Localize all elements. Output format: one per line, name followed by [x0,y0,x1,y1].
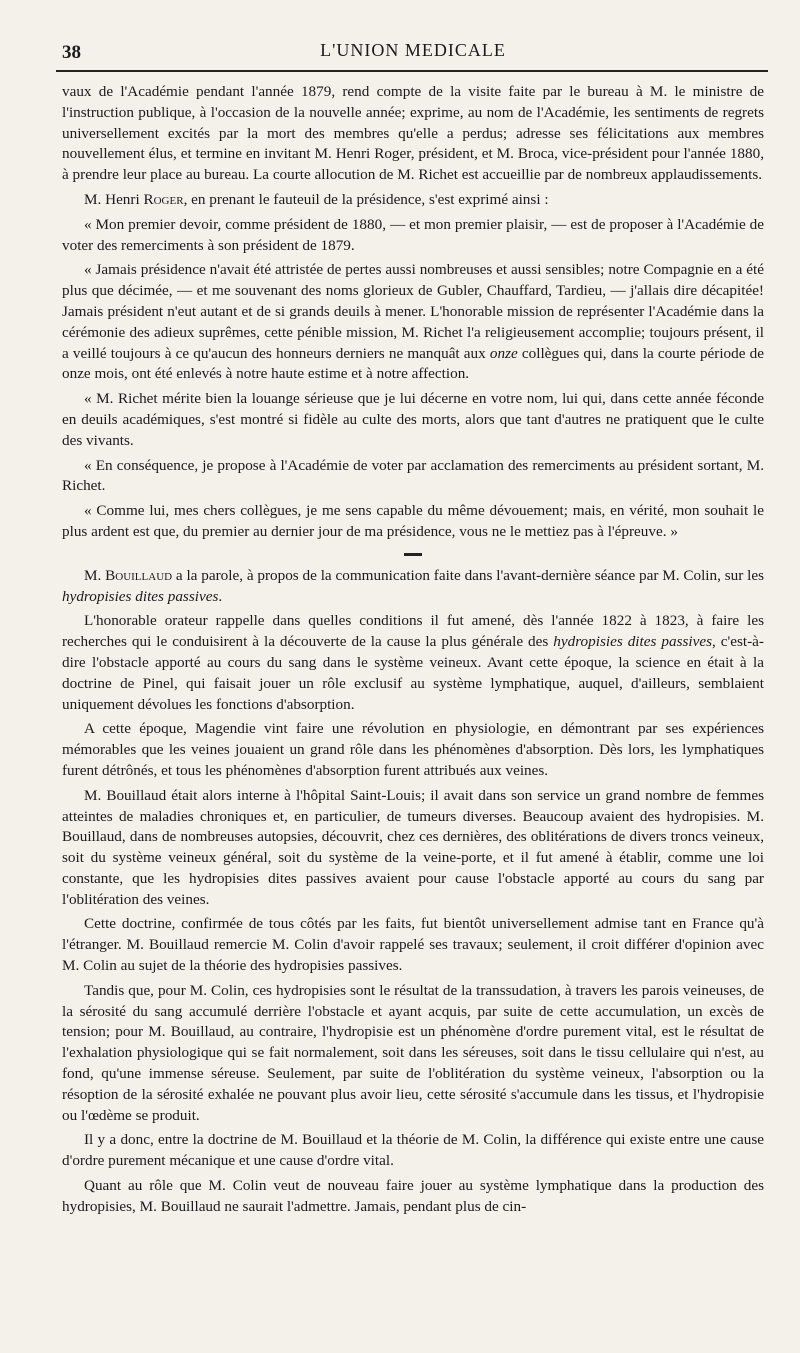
paragraph: Quant au rôle que M. Colin veut de nouveau faire jouer au système lymphatique dans la production des hydropisies, M. Bouillaud ne saurait l'admettre. Jamais, pendant plus de cin- [62,1177,764,1215]
paragraph: M. Bouillaud a la parole, à propos de la communication faite dans l'avant-dernière séance par M. Colin, sur les hydropisies dites passives. [62,566,764,605]
paragraph: « Mon premier devoir, comme président de 1880, — et mon premier plaisir, — est de proposer à l'Académie de voter des remerciments à son président de 1879. [62,215,764,254]
section-separator [404,553,422,556]
paragraph: A cette époque, Magendie vint faire une révolution en physiologie, en démontrant par ses expériences mémorables que les veines jouaient un grand rôle dans les phénomènes d'absorption. Dès lors, les lymphatiques furent détrônés, et tous les phénomènes d'absorption furent attribués aux veines. [62,720,764,779]
page-header [62,36,764,66]
paragraph: « Jamais présidence n'avait été attristée de pertes aussi nombreuses et aussi sensibles; notre Compagnie en a été plus que décimée, — et me souvenant des noms glorieux de Gubler, Chauffard, Tardieu, — j'allais dire décapitée! Jamais président n'eut autant et de si grands deuils à mener. L'honorable mission de représenter l'Académie dans la cérémonie des adieux suprêmes, cette pénible mission, M. Richet l'a religieusement accomplie; toujours présent, il a veillé toujours à ce qu'aucun des honneurs derniers ne manquât aux onze collègues qui, dans la courte période de onze mois, ont été enlevés à notre haute estime et à notre affection. [62,261,764,383]
paragraph: M. Henri Roger, en prenant le fauteuil de la présidence, s'est exprimé ainsi : [84,190,549,208]
running-title: L'UNION MEDICALE [320,40,506,60]
paragraph: L'honorable orateur rappelle dans quelles conditions il fut amené, dès l'année 1822 à 1823, à faire les recherches qui le conduisirent à la découverte de la cause la plus générale des hydropisies dites passives, c'est-à-dire l'obstacle apporté au cours du sang dans le système veineux. Avant cette époque, la science en était à la doctrine de Pinel, qui faisait jouer un rôle exclusif au système lymphatique, auquel, d'ailleurs, semblaient uniquement dévolues les fonctions d'absorption. [62,612,764,713]
paragraph: Tandis que, pour M. Colin, ces hydropisies sont le résultat de la transsudation, à travers les parois veineuses, de la sérosité du sang accumulé derrière l'obstacle et ayant acquis, par suite de cette accumulation, un excès de tension; pour M. Bouillaud, au contraire, l'hydropisie est un phénomène d'ordre purement vital, est le résultat de l'exhalation physiologique qui se fait normalement, soit dans les séreuses, soit dans le tissu cellulaire qui n'est, au fond, qu'une immense séreuse. Seulement, par suite de l'oblitération du système veineux, l'absorption ou la résoption de la sérosité exhalée ne pouvant plus avoir lieu, cette sérosité s'accumule dans les tissus, et l'hydropisie ou l'œdème se produit. [62,981,764,1124]
paragraph: M. Bouillaud était alors interne à l'hôpital Saint-Louis; il avait dans son service un grand nombre de femmes atteintes de maladies chroniques et, en particulier, de tumeurs diverses. Beaucoup avaient des hydropisies. M. Bouillaud, dans de nombreuses autopsies, découvrit, chez ces dernières, des oblitérations de divers troncs veineux, soit du système veineux général, soit du système de la veine-porte, et il fut amené à établir, comme une loi constante, que les hydropisies dites passives avaient pour cause l'obstacle apporté au cours du sang par l'oblitération des veines. [62,786,764,908]
page-number: 38 [62,42,81,63]
paragraph: « En conséquence, je propose à l'Académie de voter par acclamation des remerciments au président sortant, M. Richet. [62,456,764,495]
paragraph: vaux de l'Académie pendant l'année 1879, rend compte de la visite faite par le bureau à M. le ministre de l'instruction publique, à l'occasion de la nouvelle année; exprime, au nom de l'Académie, les sentiments de regrets universellement excités par la mort des membres qu'elle a perdus; adresse ses félicitations aux membres nouvellement élus, et termine en invitant M. Henri Roger, président, et M. Broca, vice-président pour l'année 1880, à prendre leur place au bureau. La courte allocution de M. Richet est accueillie par de nombreux applaudissements. [62,83,764,184]
paragraph: Il y a donc, entre la doctrine de M. Bouillaud et la théorie de M. Colin, la différence qui existe entre une cause d'ordre purement mécanique et une cause d'ordre vital. [62,1131,764,1170]
paragraph: Cette doctrine, confirmée de tous côtés par les faits, fut bientôt universellement admise tant en France qu'à l'étranger. M. Bouillaud remercie M. Colin d'avoir rappelé ses travaux; seulement, il croit différer d'opinion avec M. Colin au sujet de la théorie des hydropisies passives. [62,915,764,975]
header-rule [56,70,768,72]
paragraph: « Comme lui, mes chers collègues, je me sens capable du même dévouement; mais, en vérité, mon souhait le plus ardent est que, du premier au dernier jour de ma présidence, vous ne le mettiez pas à l'épreuve. » [62,502,764,540]
article-body [62,82,764,1218]
paragraph: « M. Richet mérite bien la louange sérieuse que je lui décerne en votre nom, lui qui, dans cette année féconde en deuils académiques, s'est montré si fidèle au culte des morts, alors que tant d'autres ne pratiquent que le culte des vivants. [62,390,764,449]
